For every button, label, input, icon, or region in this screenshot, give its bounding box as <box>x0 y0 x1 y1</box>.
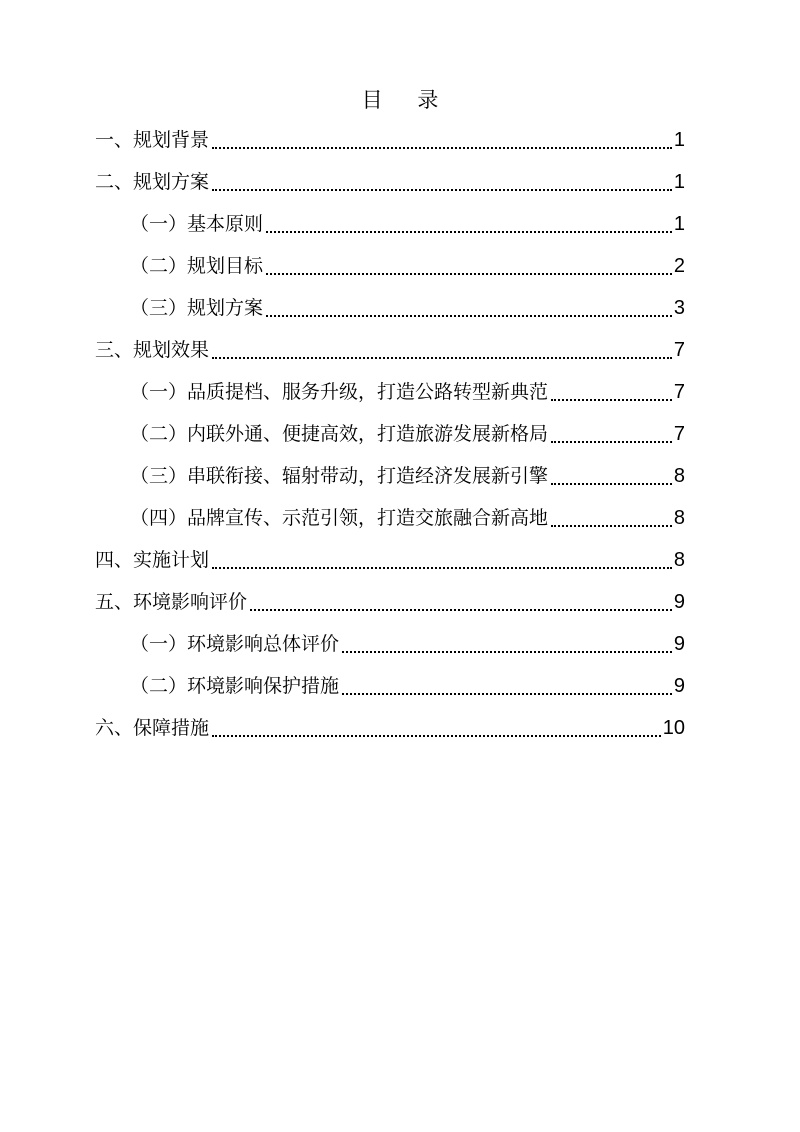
toc-entry[interactable] <box>95 539 685 581</box>
dot-leader <box>212 189 672 191</box>
toc-entry[interactable] <box>95 329 685 371</box>
toc-entry-label[interactable]: （二）规划目标 <box>130 255 264 277</box>
dot-leader <box>266 273 672 275</box>
toc-entry-page: 7 <box>673 423 685 445</box>
toc-entry-label[interactable]: （三）规划方案 <box>130 297 264 319</box>
toc-entry-page: 7 <box>673 339 685 361</box>
toc-entry[interactable] <box>95 665 685 707</box>
dot-leader <box>551 525 672 527</box>
toc-entry-page: 1 <box>673 129 685 151</box>
table-of-contents <box>95 119 685 749</box>
toc-entry-label[interactable]: （四）品牌宣传、示范引领，打造交旅融合新高地 <box>130 507 549 529</box>
dot-leader <box>551 441 672 443</box>
toc-entry-page: 8 <box>673 549 685 571</box>
dot-leader <box>212 357 672 359</box>
dot-leader <box>342 651 672 653</box>
toc-entry[interactable] <box>95 707 685 749</box>
toc-entry-label[interactable]: （二）环境影响保护措施 <box>130 675 340 697</box>
toc-entry-label[interactable]: （一）品质提档、服务升级，打造公路转型新典范 <box>130 381 549 403</box>
dot-leader <box>266 315 672 317</box>
toc-entry[interactable] <box>95 623 685 665</box>
toc-entry-page: 8 <box>673 465 685 487</box>
dot-leader <box>266 231 672 233</box>
toc-entry[interactable] <box>95 119 685 161</box>
toc-entry-label[interactable]: （二）内联外通、便捷高效，打造旅游发展新格局 <box>130 423 549 445</box>
toc-entry-label[interactable]: 四、实施计划 <box>95 549 210 571</box>
dot-leader <box>212 735 661 737</box>
toc-entry[interactable] <box>95 413 685 455</box>
toc-entry[interactable] <box>95 455 685 497</box>
toc-entry-page: 9 <box>673 633 685 655</box>
toc-entry-page: 9 <box>673 675 685 697</box>
toc-entry-page: 2 <box>673 255 685 277</box>
dot-leader <box>342 693 672 695</box>
toc-entry-label[interactable]: （三）串联衔接、辐射带动，打造经济发展新引擎 <box>130 465 549 487</box>
toc-entry-page: 3 <box>673 297 685 319</box>
toc-entry-page: 7 <box>673 381 685 403</box>
toc-entry-page: 10 <box>662 717 685 739</box>
dot-leader <box>551 399 672 401</box>
dot-leader <box>212 147 672 149</box>
toc-entry-page: 1 <box>673 171 685 193</box>
toc-entry[interactable] <box>95 245 685 287</box>
toc-entry-label[interactable]: 三、规划效果 <box>95 339 210 361</box>
toc-entry[interactable] <box>95 203 685 245</box>
toc-entry[interactable] <box>95 287 685 329</box>
toc-entry[interactable] <box>95 581 685 623</box>
toc-entry[interactable] <box>95 161 685 203</box>
dot-leader <box>212 567 672 569</box>
toc-entry-label[interactable]: 六、保障措施 <box>95 717 210 739</box>
dot-leader <box>250 609 672 611</box>
toc-entry[interactable] <box>95 497 685 539</box>
toc-entry-page: 1 <box>673 213 685 235</box>
toc-title: 目 录 <box>361 88 453 112</box>
toc-entry[interactable] <box>95 371 685 413</box>
toc-entry-label[interactable]: 二、规划方案 <box>95 171 210 193</box>
dot-leader <box>551 483 672 485</box>
toc-entry-page: 9 <box>673 591 685 613</box>
toc-entry-page: 8 <box>673 507 685 529</box>
toc-entry-label[interactable]: 五、环境影响评价 <box>95 591 248 613</box>
toc-entry-label[interactable]: （一）基本原则 <box>130 213 264 235</box>
toc-entry-label[interactable]: 一、规划背景 <box>95 129 210 151</box>
toc-entry-label[interactable]: （一）环境影响总体评价 <box>130 633 340 655</box>
